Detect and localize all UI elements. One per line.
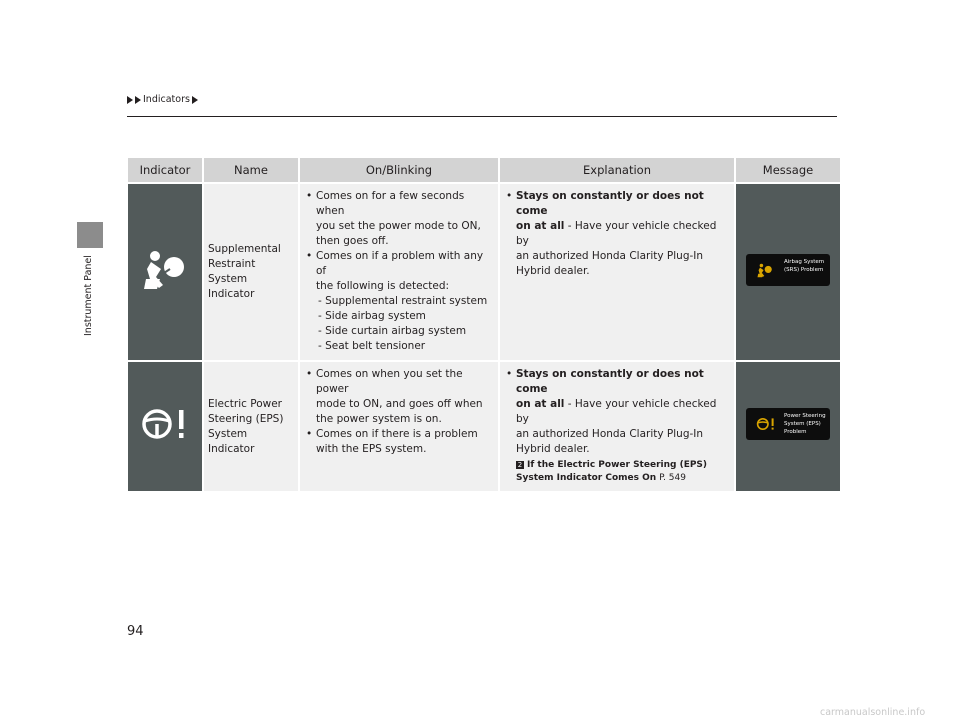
watermark: carmanualsonline.info	[820, 707, 926, 718]
header-indicator: Indicator	[128, 158, 202, 182]
indicator-table	[126, 156, 842, 493]
breadcrumb-arrow-icon	[135, 96, 141, 104]
bold-text: on at all	[516, 220, 565, 232]
steering-wheel-warning-icon	[756, 417, 776, 436]
message-display	[746, 254, 830, 286]
side-section-label-text: Instrument Panel	[83, 255, 94, 336]
text-line: - Have your vehicle checked by	[516, 398, 717, 425]
bold-text: Stays on constantly or does not come	[516, 190, 704, 217]
airbag-warning-icon	[756, 263, 774, 283]
side-section-label	[76, 255, 106, 342]
text-line: • Comes on for a few seconds when	[316, 190, 465, 217]
name-cell	[204, 184, 298, 360]
name-line: Indicator	[208, 288, 255, 300]
sub-item: - Side airbag system	[318, 310, 426, 322]
header-on-blinking: On/Blinking	[300, 158, 498, 182]
table-header-row	[128, 158, 840, 182]
text-line: the following is detected:	[316, 280, 450, 292]
page-number: 94	[127, 624, 144, 639]
message-cell	[736, 362, 840, 491]
indicator-cell	[128, 362, 202, 491]
name-line: Steering (EPS)	[208, 412, 284, 425]
message-display	[746, 408, 830, 440]
header-explanation: Explanation	[500, 158, 734, 182]
text-line: with the EPS system.	[316, 443, 427, 455]
text-line: Hybrid dealer.	[516, 443, 590, 455]
list-item	[306, 249, 492, 354]
message-line: System (EPS)	[784, 421, 821, 427]
name-cell	[204, 362, 298, 491]
message-line: (SRS) Problem	[784, 266, 824, 273]
message-line: Problem	[784, 429, 807, 435]
text-line: • Comes on if there is a problem	[316, 428, 478, 440]
reference-arrow-icon: 2	[517, 461, 523, 469]
text-line: an authorized Honda Clarity Plug-In	[516, 428, 704, 440]
name-line: System Indicator	[208, 427, 255, 455]
text-line: the power system is on.	[316, 413, 442, 425]
text-line: then goes off.	[316, 235, 389, 247]
message-line: Airbag System	[784, 258, 825, 265]
table-row	[128, 362, 840, 491]
explanation-cell	[500, 362, 734, 491]
list-item	[306, 367, 492, 427]
name-line: Restraint System	[208, 258, 256, 285]
breadcrumb-arrow-icon	[127, 96, 133, 104]
list-item	[306, 189, 492, 249]
explanation-cell	[500, 184, 734, 360]
text-line: mode to ON, and goes off when	[316, 398, 483, 410]
steering-wheel-warning-icon	[140, 432, 190, 444]
cross-reference-link[interactable]	[506, 459, 728, 485]
sub-item: - Supplemental restraint system	[318, 295, 488, 307]
header-rule	[127, 116, 837, 117]
text-line: • Comes on if a problem with any of	[316, 250, 484, 277]
list-item	[306, 427, 492, 457]
text-line: an authorized Honda Clarity Plug-In	[516, 250, 704, 262]
name-line: Electric Power	[208, 397, 282, 410]
xref-title-line: System Indicator Comes On	[516, 473, 657, 483]
text-line: Hybrid dealer.	[516, 265, 590, 277]
header-name: Name	[204, 158, 298, 182]
text-line: • Comes on when you set the power	[316, 368, 463, 395]
header-message: Message	[736, 158, 840, 182]
list-item	[506, 367, 728, 457]
breadcrumb	[127, 94, 198, 105]
sub-item: - Seat belt tensioner	[318, 340, 426, 352]
bold-text: on at all	[516, 398, 565, 410]
airbag-warning-icon	[142, 282, 188, 294]
section-tab-marker	[77, 222, 103, 248]
text-line: - Have your vehicle checked by	[516, 220, 717, 247]
bold-text: Stays on constantly or does not come	[516, 368, 704, 395]
message-line: Power Steering	[784, 413, 826, 419]
breadcrumb-arrow-icon	[192, 96, 198, 104]
on-blinking-cell	[300, 184, 498, 360]
table-row	[128, 184, 840, 360]
name-line: Supplemental	[208, 243, 281, 255]
text-line: you set the power mode to ON,	[316, 220, 481, 232]
xref-page: P. 549	[656, 473, 686, 483]
message-cell	[736, 184, 840, 360]
indicator-cell	[128, 184, 202, 360]
breadcrumb-section: Indicators	[143, 94, 190, 105]
xref-title-line: If the Electric Power Steering (EPS)	[527, 460, 708, 470]
on-blinking-cell	[300, 362, 498, 491]
sub-item: - Side curtain airbag system	[318, 325, 467, 337]
list-item	[506, 189, 728, 279]
